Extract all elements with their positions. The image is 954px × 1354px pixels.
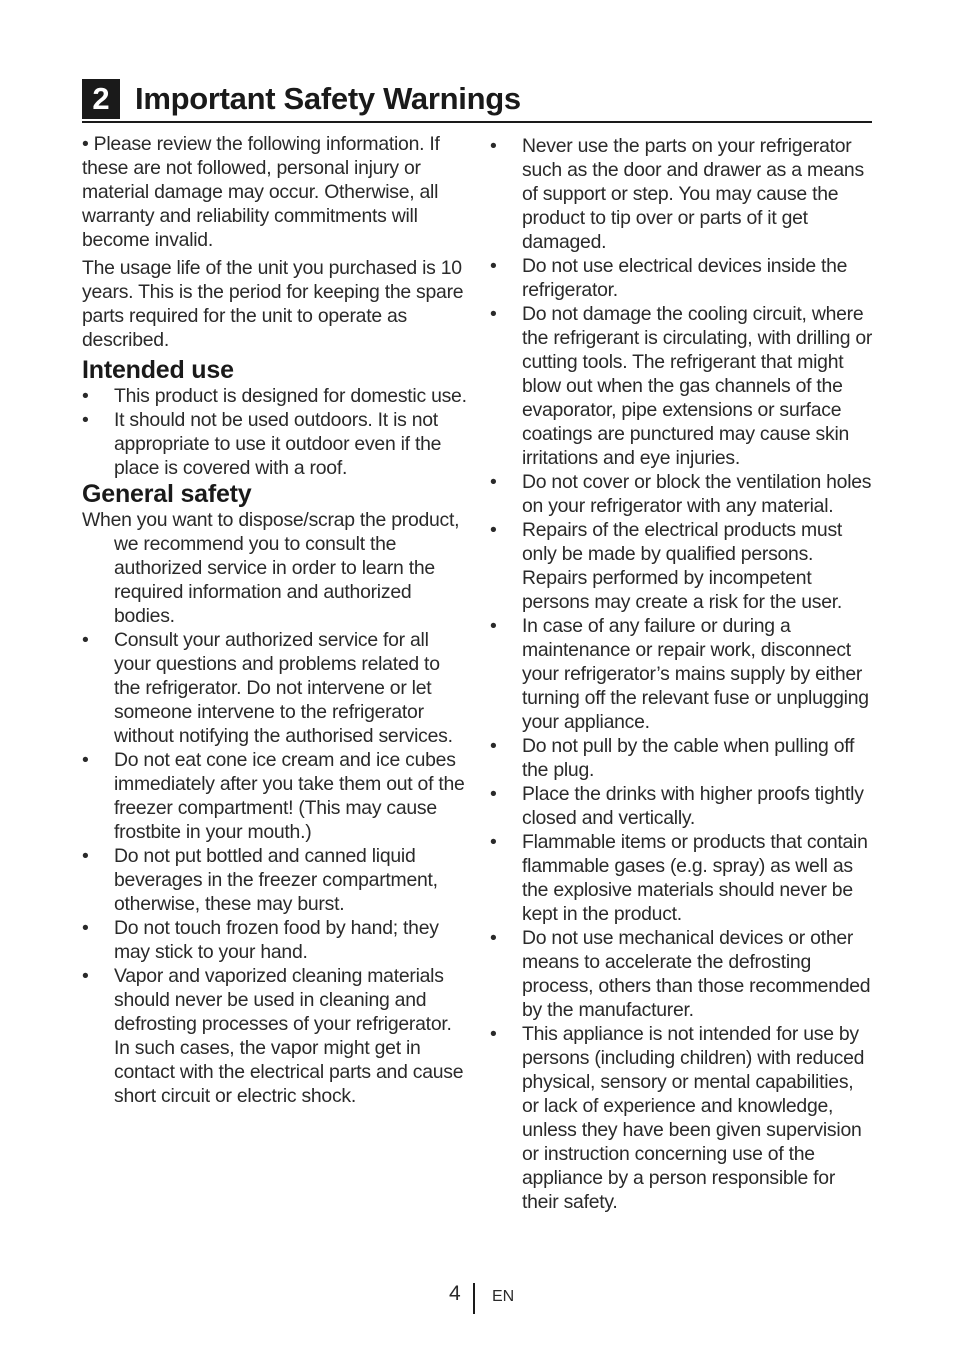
page-footer (0, 1280, 954, 1316)
list-item: • Do not use electrical devices inside the refrigerator. (490, 255, 848, 301)
bullet-icon: • (490, 615, 497, 637)
bullet-icon: • (490, 735, 497, 757)
list-item: • Never use the parts on your refrigerator such as the door and drawer as a means of support or step. You may cause the product to tip over or parts of it get damaged. (490, 135, 864, 253)
list-item: • Place the drinks with higher proofs tightly closed and vertically. (490, 783, 864, 829)
page-number: 4 (449, 1282, 461, 1305)
list-item: • Vapor and vaporized cleaning materials should never be used in cleaning and defrosting processes of your refrigerator. In such cases, the vapor might get in contact with the electrical parts and cause short circuit or electric shock. (82, 965, 464, 1107)
general-safety-list (82, 628, 467, 1108)
list-item: • Do not pull by the cable when pulling off the plug. (490, 735, 855, 781)
list-item: • Do not touch frozen food by hand; they may stick to your hand. (82, 917, 439, 963)
list-item: • Consult your authorized service for all your questions and problems related to the refrigerator. Do not intervene or let someone intervene to the refrigerator without notifying the authorised services. (82, 629, 453, 747)
bullet-icon: • (490, 471, 497, 493)
warnings-list (490, 134, 875, 1214)
general-safety-heading: General safety (82, 480, 252, 508)
list-item: • This appliance is not intended for use by persons (including children) with reduced physical, sensory or mental capabilities, or lack of experience and knowledge, unless they have been given supervision or instruction concerning use of the appliance by a person responsible for their safety. (490, 1023, 865, 1213)
left-column (82, 132, 467, 1108)
section-number: 2 (82, 79, 120, 119)
right-column (490, 134, 875, 1214)
list-item: • In case of any failure or during a maintenance or repair work, disconnect your refrigerator’s mains supply by either turning off the relevant fuse or unplugging your appliance. (490, 615, 869, 733)
bullet-icon: • (82, 917, 89, 939)
bullet-icon: • (490, 927, 497, 949)
list-item: • Do not cover or block the ventilation holes on your refrigerator with any material. (490, 471, 872, 517)
list-item: • Repairs of the electrical products must only be made by qualified persons. Repairs performed by incompetent persons may create a risk for the user. (490, 519, 843, 613)
disposal-paragraph: When you want to dispose/scrap the product, we recommend you to consult the authorized service in order to learn the required information and authorized bodies. (82, 509, 460, 627)
bullet-icon: • (490, 1023, 497, 1045)
language-code: EN (492, 1288, 515, 1305)
list-item: • Do not damage the cooling circuit, where the refrigerant is circulating, with drilling or cutting tools. The refrigerant that might blow out when the gas channels of the evaporator, pipe extensions or surface coatings are punctured may cause skin irritations and eye injuries. (490, 303, 873, 469)
list-item: • Do not use mechanical devices or other means to accelerate the defrosting process, others than those recommended by the manufacturer. (490, 927, 871, 1021)
bullet-icon: • (82, 385, 89, 407)
bullet-icon: • (490, 135, 497, 157)
page-title: Important Safety Warnings (135, 81, 521, 116)
bullet-icon: • (82, 629, 89, 651)
intended-use-list (82, 384, 467, 480)
list-item: • Do not eat cone ice cream and ice cubes immediately after you take them out of the freezer compartment! (This may cause frostbite in your mouth.) (82, 749, 465, 843)
intro-paragraph: • Please review the following information. If these are not followed, personal injury or material damage may occur. Otherwise, all warranty and reliability commitments will become invalid. (82, 133, 440, 251)
bullet-icon: • (82, 409, 89, 431)
bullet-icon: • (490, 783, 497, 805)
intended-use-heading: Intended use (82, 356, 234, 384)
bullet-icon: • (82, 749, 89, 771)
bullet-icon: • (490, 831, 497, 853)
list-item: • It should not be used outdoors. It is not appropriate to use it outdoor even if the place is covered with a roof. (82, 409, 442, 479)
bullet-icon: • (82, 965, 89, 987)
bullet-icon: • (490, 255, 497, 277)
usage-life-paragraph: The usage life of the unit you purchased is 10 years. This is the period for keeping the spare parts required for the unit to operate as described. (82, 257, 464, 351)
list-item: • Do not put bottled and canned liquid beverages in the freezer compartment, otherwise, these may burst. (82, 845, 438, 915)
list-item: • This product is designed for domestic use. (82, 385, 467, 407)
bullet-icon: • (490, 519, 497, 541)
bullet-icon: • (82, 845, 89, 867)
bullet-icon: • (490, 303, 497, 325)
list-item: • Flammable items or products that contain flammable gases (e.g. spray) as well as the explosive materials should never be kept in the product. (490, 831, 868, 925)
section-header (82, 79, 872, 123)
footer-divider (473, 1283, 475, 1314)
